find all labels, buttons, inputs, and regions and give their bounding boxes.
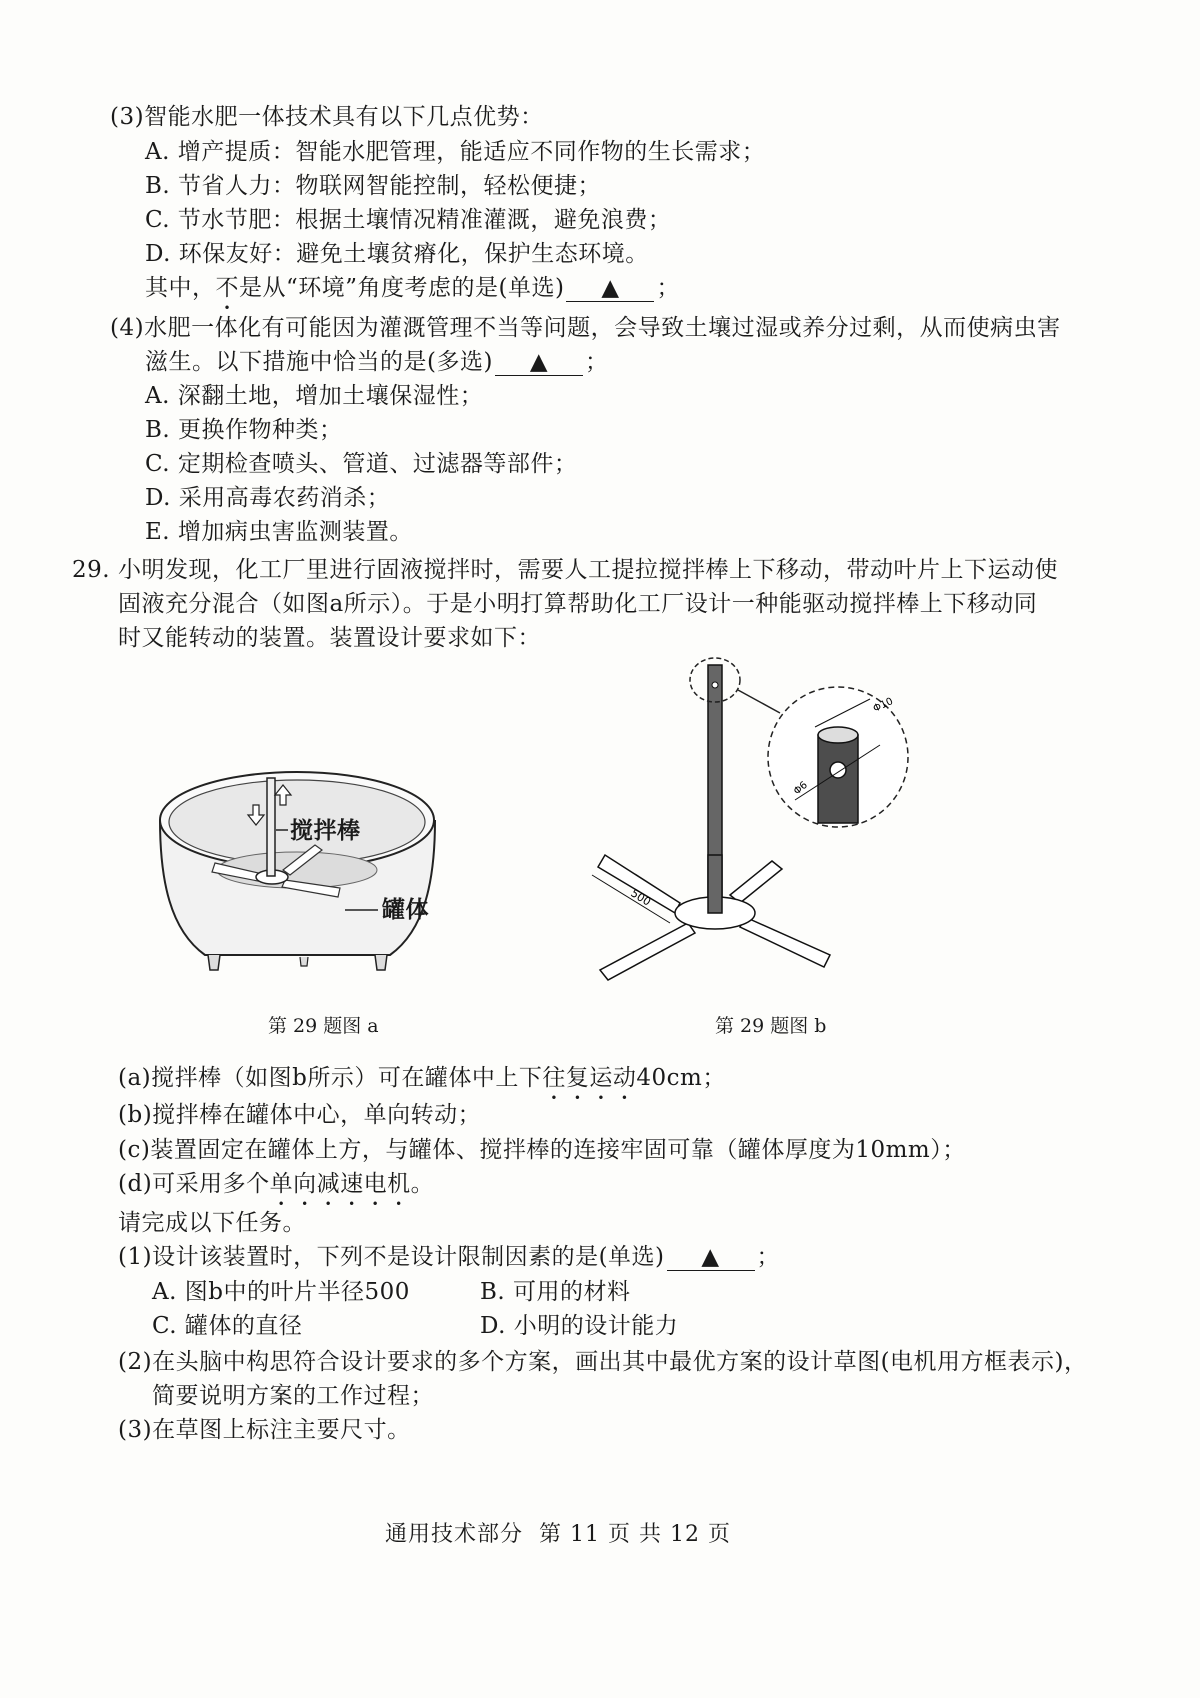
q28-part3-option-b: B. 节省人力：物联网智能控制，轻松便捷； [145, 173, 602, 199]
dim-phi10: Φ10 [871, 696, 895, 715]
q28-part3-question-pre: 其中， [145, 275, 216, 301]
task1-option-c: C. 罐体的直径 [152, 1313, 303, 1339]
q28-part4-stem-line1: (4)水肥一体化有可能因为灌溉管理不当等问题，会导致土壤过湿或养分过剩，从而使病虫害 [110, 315, 1061, 341]
requirement-d [118, 1167, 434, 1211]
requirement-a-emph: 往复运动 [542, 1065, 637, 1091]
task1-stem-text: (1)设计该装置时，下列不是设计限制因素的是(单选) [118, 1244, 665, 1270]
q29-intro-line2: 固液充分混合（如图a所示）。于是小明打算帮助化工厂设计一种能驱动搅拌棒上下移动同 [118, 591, 1038, 617]
requirement-d-emph: 单向减速电机 [269, 1171, 411, 1197]
task1-option-a: A. 图b中的叶片半径500 [152, 1279, 410, 1305]
task2-line2: 简要说明方案的工作过程； [152, 1383, 434, 1409]
q28-part4-end: ； [584, 349, 609, 375]
answer-blank[interactable]: ▲ [495, 349, 583, 376]
q28-part3-option-a: A. 增产提质：智能水肥管理，能适应不同作物的生长需求； [145, 139, 766, 165]
q28-part3-question-emph: 不 [215, 275, 239, 301]
task1-option-b: B. 可用的材料 [480, 1279, 631, 1305]
task1-option-d: D. 小明的设计能力 [480, 1313, 679, 1339]
q28-part4-option-e: E. 增加病虫害监测装置。 [145, 519, 413, 545]
figure-a-tank [150, 760, 450, 990]
label-tank: 罐体 [382, 897, 429, 923]
q28-part4-option-c: C. 定期检查喷头、管道、过滤器等部件； [145, 451, 578, 477]
task1-end: ； [756, 1244, 781, 1270]
q29-intro-line1: 小明发现，化工厂里进行固液搅拌时，需要人工提拉搅拌棒上下移动，带动叶片上下运动使 [118, 557, 1058, 583]
q28-part4-option-b: B. 更换作物种类； [145, 417, 343, 443]
dim-phi6: Φ6 [791, 779, 810, 798]
task2-line1: (2)在头脑中构思符合设计要求的多个方案，画出其中最优方案的设计草图(电机用方框表示)， [118, 1349, 1088, 1375]
q28-part3-end: ； [656, 275, 680, 301]
caption-figure-b: 第 29 题图 b [715, 1015, 827, 1037]
requirement-c: (c)装置固定在罐体上方，与罐体、搅拌棒的连接牢固可靠（罐体厚度为10mm）； [118, 1137, 966, 1163]
requirement-a-post: 40cm； [636, 1065, 726, 1091]
q29-number: 29. [72, 557, 111, 583]
requirement-d-post: 。 [410, 1171, 435, 1197]
q28-part4-stem-text: 滋生。以下措施中恰当的是(多选) [145, 349, 493, 375]
q28-part3-option-d: D. 环保友好：避免土壤贫瘠化，保护生态环境。 [145, 241, 649, 267]
q29-intro-line3: 时又能转动的装置。装置设计要求如下： [118, 625, 541, 651]
q28-part3-option-c: C. 节水节肥：根据土壤情况精准灌溉，避免浪费； [145, 207, 672, 233]
task3: (3)在草图上标注主要尺寸。 [118, 1417, 411, 1443]
answer-blank[interactable]: ▲ [667, 1244, 755, 1271]
q28-part4-option-a: A. 深翻土地，增加土壤保湿性； [145, 383, 484, 409]
task1-stem [118, 1240, 780, 1274]
q28-part3-question-post: 是从“环境”角度考虑的是(单选) [239, 275, 565, 301]
requirement-b: (b)搅拌棒在罐体中心，单向转动； [118, 1102, 482, 1128]
q28-part4-stem-line2 [145, 345, 608, 379]
label-stirring-rod: 搅拌棒 [290, 818, 361, 844]
page-footer: 通用技术部分 第 11 页 共 12 页 [385, 1522, 731, 1547]
tasks-intro: 请完成以下任务。 [118, 1210, 306, 1236]
q28-part3-question [145, 271, 680, 315]
requirement-d-pre: (d)可采用多个 [118, 1171, 270, 1197]
caption-figure-a: 第 29 题图 a [268, 1015, 379, 1037]
answer-blank[interactable]: ▲ [566, 275, 654, 302]
requirement-a-pre: (a)搅拌棒（如图b所示）可在罐体中上下 [118, 1065, 543, 1091]
dim-blade-500: 500 [628, 886, 654, 909]
figure-b-rod [580, 655, 920, 990]
q28-part3-stem: (3)智能水肥一体技术具有以下几点优势： [110, 104, 544, 130]
q28-part4-option-d: D. 采用高毒农药消杀； [145, 485, 391, 511]
